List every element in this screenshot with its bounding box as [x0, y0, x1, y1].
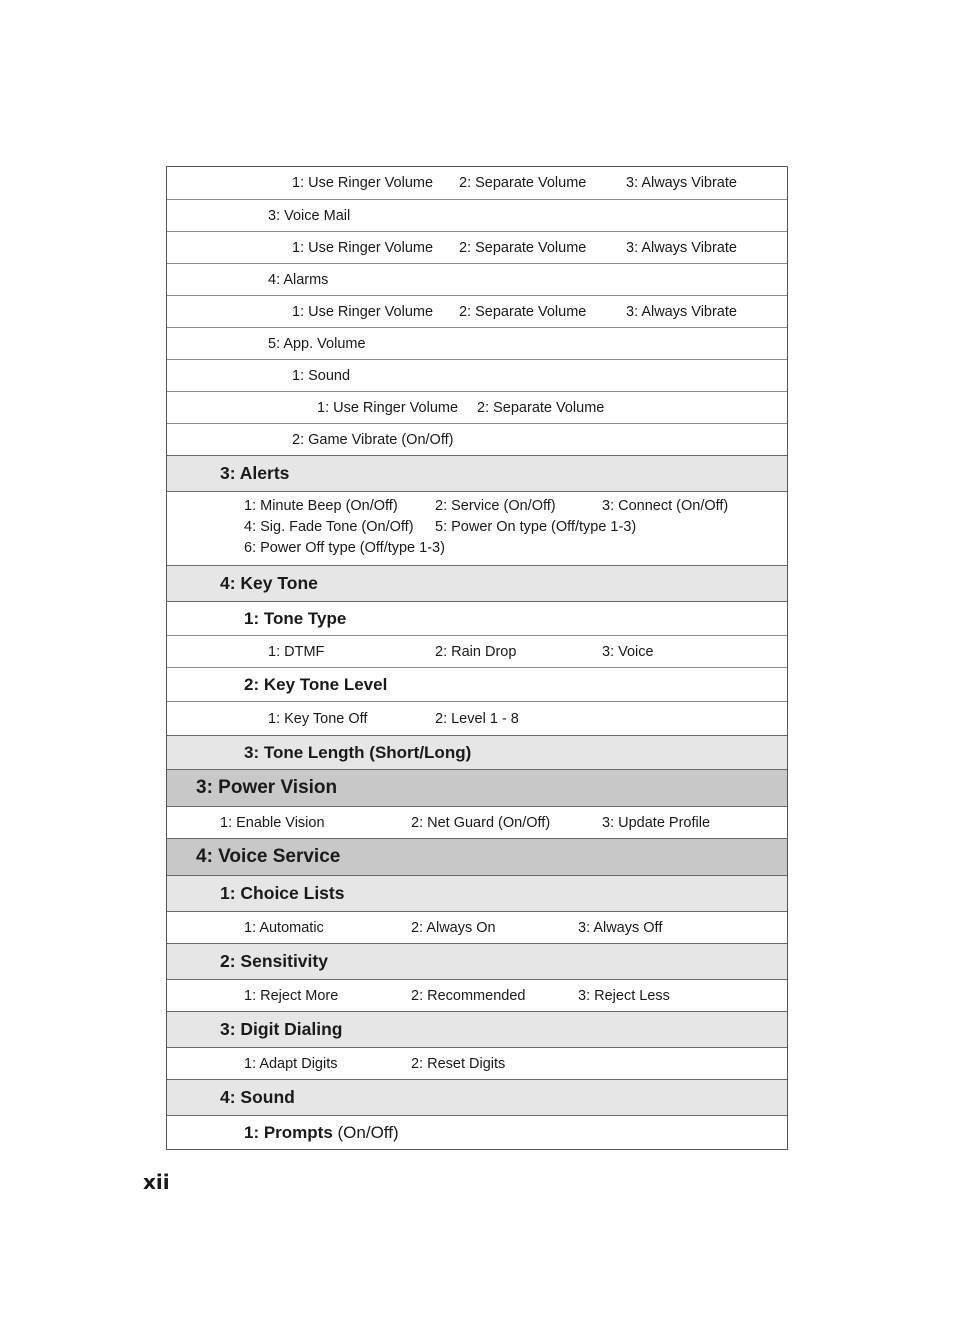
menu-option: 1: Key Tone Off: [268, 710, 368, 727]
menu-item: 1: Sound: [292, 367, 351, 384]
alarms-row: [167, 263, 787, 295]
digit-dialing-options-row: [167, 1047, 787, 1079]
menu-option: 2: Reset Digits: [411, 1055, 506, 1072]
menu-item: 3: Voice Mail: [268, 207, 351, 224]
menu-option: 1: Minute Beep (On/Off): [244, 498, 398, 514]
menu-option: 2: Rain Drop: [435, 643, 517, 660]
key-tone-level-options-row: [167, 701, 787, 735]
power-vision-options-row: [167, 806, 787, 838]
menu-option: 3: Always Vibrate: [626, 175, 737, 191]
menu-option: 2: Recommended: [411, 987, 526, 1004]
menu-option: 3: Always Off: [578, 919, 663, 936]
choice-lists-heading-row: [167, 875, 787, 911]
prompts-item: [244, 1116, 399, 1149]
menu-option: 2: Service (On/Off): [435, 498, 556, 514]
sub-heading: 3: Digit Dialing: [220, 1019, 343, 1039]
alarms-options-row: [167, 295, 787, 327]
menu-option: 3: Always Vibrate: [626, 303, 737, 320]
sound-row: [167, 359, 787, 391]
key-tone-level-heading-row: [167, 667, 787, 701]
alerts-heading-row: [167, 455, 787, 491]
tone-length-heading-row: [167, 735, 787, 769]
sub-heading: 3: Tone Length (Short/Long): [244, 742, 472, 762]
menu-option: 2: Separate Volume: [459, 175, 587, 191]
menu-option: 3: Connect (On/Off): [602, 498, 729, 514]
sub-heading: 2: Sensitivity: [220, 951, 328, 971]
prompts-label: 1: Prompts: [244, 1122, 333, 1142]
voice-service-heading-row: [167, 838, 787, 875]
menu-option: 3: Update Profile: [602, 814, 711, 831]
section-heading: 3: Alerts: [220, 463, 290, 483]
app-volume-row: [167, 327, 787, 359]
power-vision-heading-row: [167, 769, 787, 806]
sub-heading: 1: Choice Lists: [220, 883, 345, 903]
menu-option: 2: Level 1 - 8: [435, 710, 519, 727]
menu-option: 1: Use Ringer Volume: [317, 399, 459, 416]
menu-option: 1: Enable Vision: [220, 814, 325, 831]
menu-option: 3: Voice: [602, 643, 654, 660]
menu-option: 2: Separate Volume: [459, 239, 587, 256]
menu-option: 3: Always Vibrate: [626, 239, 737, 256]
menu-option: 2: Separate Volume: [459, 303, 587, 320]
menu-item: 2: Game Vibrate (On/Off): [292, 431, 454, 448]
digit-dialing-heading-row: [167, 1011, 787, 1047]
key-tone-heading-row: [167, 565, 787, 601]
prompts-row: [167, 1115, 787, 1149]
menu-table: [166, 166, 788, 1150]
sensitivity-options-row: [167, 979, 787, 1011]
menu-option: 1: Adapt Digits: [244, 1055, 338, 1072]
prompts-values: (On/Off): [332, 1122, 399, 1142]
game-vibrate-row: [167, 423, 787, 455]
menu-option: 1: Automatic: [244, 919, 324, 936]
sub-heading: 2: Key Tone Level: [244, 674, 388, 694]
menu-option: 1: DTMF: [268, 643, 325, 660]
choice-lists-options-row: [167, 911, 787, 943]
tone-type-options-row: [167, 635, 787, 667]
alerts-options-row: [167, 491, 787, 565]
menu-option: 2: Net Guard (On/Off): [411, 814, 551, 831]
menu-option: 1: Use Ringer Volume: [292, 175, 434, 191]
menu-item: 5: App. Volume: [268, 335, 366, 352]
menu-option: 4: Sig. Fade Tone (On/Off): [244, 519, 414, 535]
menu-option: 3: Reject Less: [578, 987, 670, 1004]
sound-heading-row: [167, 1079, 787, 1115]
menu-option: 5: Power On type (Off/type 1-3): [435, 519, 637, 535]
menu-option: 2: Always On: [411, 919, 496, 936]
section-heading: 4: Key Tone: [220, 573, 318, 593]
sub-heading: 1: Tone Type: [244, 608, 347, 628]
menu-item: 4: Alarms: [268, 271, 329, 288]
menu-option: 6: Power Off type (Off/type 1-3): [244, 540, 445, 556]
section-heading: 4: Voice Service: [196, 846, 341, 867]
menu-option: 1: Reject More: [244, 987, 339, 1004]
page-number: xii: [143, 1170, 170, 1194]
section-heading: 3: Power Vision: [196, 777, 338, 798]
sensitivity-heading-row: [167, 943, 787, 979]
menu-option: 2: Separate Volume: [477, 399, 605, 416]
ringer-options-row: [167, 167, 787, 199]
voice-mail-row: [167, 199, 787, 231]
sub-heading: 4: Sound: [220, 1087, 295, 1107]
menu-option: 1: Use Ringer Volume: [292, 303, 434, 320]
sound-options-row: [167, 391, 787, 423]
tone-type-heading-row: [167, 601, 787, 635]
menu-option: 1: Use Ringer Volume: [292, 239, 434, 256]
voice-mail-options-row: [167, 231, 787, 263]
